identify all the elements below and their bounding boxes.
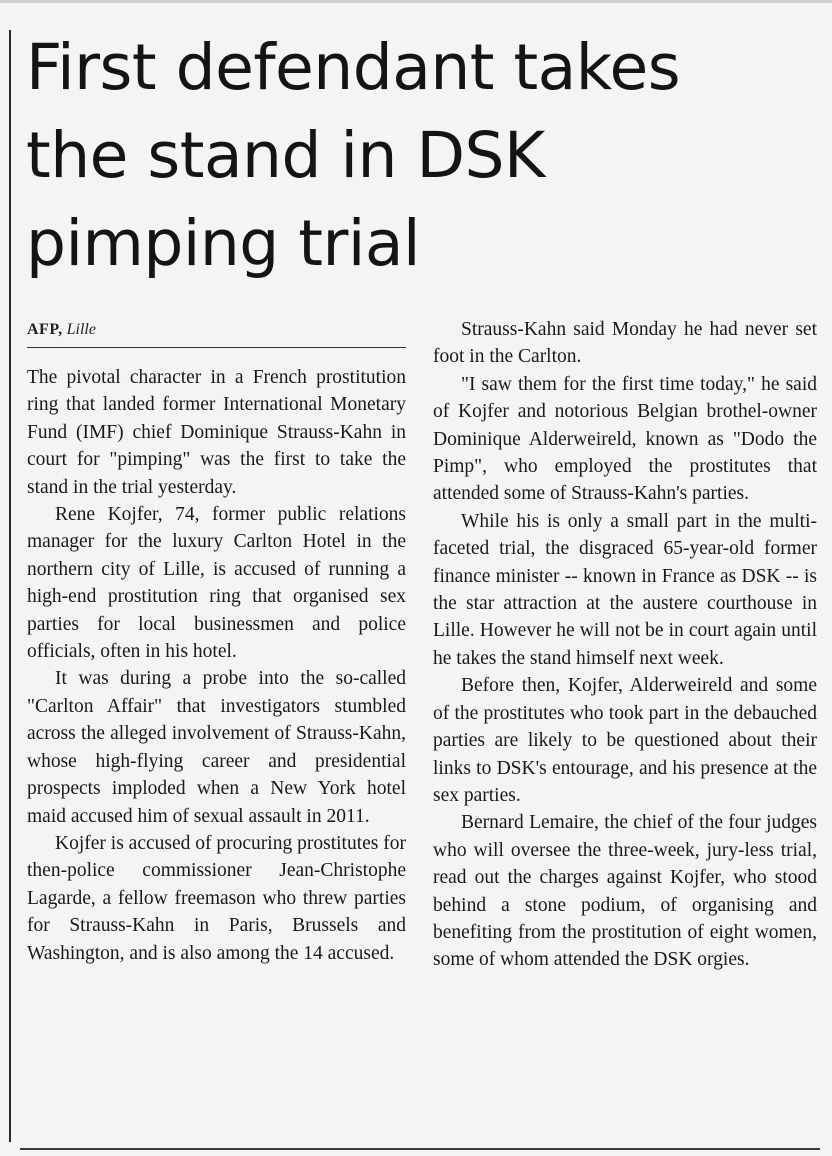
- headline-line-2: the stand in DSK: [26, 119, 545, 192]
- paragraph: Bernard Lemaire, the chief of the four judges who will oversee the three-week, jury-less trial, read out the charges against Kojfer, who stood behind a stone podium, of organising and benefiting from the prostitution of eight women, some of whom attended the DSK orgies.: [433, 812, 817, 971]
- bottom-rule: [20, 1148, 820, 1150]
- paragraph: Before then, Kojfer, Alderweireld and some of the prostitutes who took part in the debauched parties are likely to be questioned about their links to DSK's entourage, and his presence at the sex parties.: [433, 675, 817, 806]
- paragraph: Strauss-Kahn said Monday he had never set foot in the Carlton.: [433, 319, 817, 368]
- byline-agency: AFP,: [27, 321, 63, 338]
- byline: [27, 321, 96, 339]
- paragraph: "I saw them for the first time today," he said of Kojfer and notorious Belgian brothel-owner Dominique Alderweireld, known as "Dodo the Pimp", who employed the prostitutes that attended some of Strauss-Kahn's parties.: [433, 373, 817, 505]
- headline-line-3: pimping trial: [26, 207, 421, 280]
- paragraph: It was during a probe into the so-called "Carlton Affair" that investigators stumbled across the alleged involvement of Strauss-Kahn, whose high-flying career and presidential prospects imploded when a New York hotel maid accused him of sexual assault in 2011.: [27, 668, 406, 827]
- byline-place: Lille: [66, 321, 96, 338]
- paragraph: While his is only a small part in the multi-faceted trial, the disgraced 65-year-old former finance minister -- known in France as DSK -- is the star attraction at the austere courthouse in Lille. However he will not be in court again until he takes the stand himself next week.: [433, 510, 817, 669]
- article-column-right: [433, 316, 817, 974]
- column-rule-left: [9, 30, 11, 1142]
- byline-rule: [27, 347, 406, 348]
- paragraph: Kojfer is accused of procuring prostitutes for then-police commissioner Jean-Christophe Lagarde, a fellow freemason who threw parties for Strauss-Kahn in Paris, Brussels and Washington, and is also among the 14 accused.: [27, 832, 406, 964]
- top-rule: [0, 0, 832, 3]
- headline: [26, 24, 826, 288]
- paragraph: Rene Kojfer, 74, former public relations manager for the luxury Carlton Hotel in the northern city of Lille, is accused of running a high-end prostitution ring that organised sex parties for local businessmen and police officials, often in his hotel.: [27, 504, 406, 663]
- paragraph: The pivotal character in a French prostitution ring that landed former International Monetary Fund (IMF) chief Dominique Strauss-Kahn in court for "pimping" was the first to take the stand in the trial yesterday.: [27, 367, 406, 498]
- headline-line-1: First defendant takes: [26, 31, 681, 104]
- article-column-left: [27, 364, 406, 967]
